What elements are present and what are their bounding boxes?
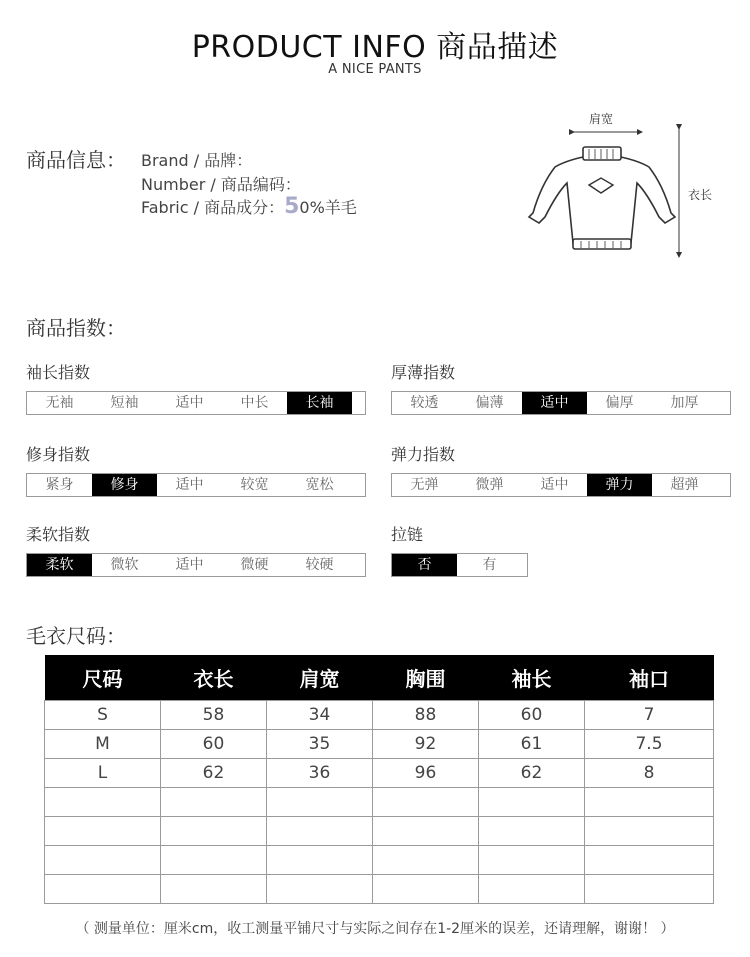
size-cell (585, 788, 714, 817)
index-option-selected: 柔软 (27, 554, 92, 576)
size-cell: 7 (585, 701, 714, 730)
table-row (45, 759, 714, 788)
size-cell (585, 817, 714, 846)
size-table-header (45, 655, 714, 701)
index-option: 适中 (540, 477, 569, 493)
size-cell (479, 788, 585, 817)
index-option: 微硬 (240, 557, 269, 573)
sleeve-length-scale (26, 391, 366, 415)
size-cell (45, 788, 161, 817)
size-cell (267, 788, 373, 817)
size-cell (161, 846, 267, 875)
size-cell: 62 (479, 759, 585, 788)
size-table-body (45, 701, 714, 904)
size-cell (267, 817, 373, 846)
size-cell: 62 (161, 759, 267, 788)
size-cell: 7.5 (585, 730, 714, 759)
index-option: 偏薄 (475, 395, 504, 411)
sleeve-length-index-title: 袖长指数 (26, 363, 91, 382)
size-cell: L (45, 759, 161, 788)
size-cell: 34 (267, 701, 373, 730)
index-option: 较硬 (305, 557, 334, 573)
elasticity-scale (391, 473, 731, 497)
size-cell (161, 788, 267, 817)
table-row (45, 788, 714, 817)
size-cell: 60 (479, 701, 585, 730)
index-option-selected: 长袖 (287, 392, 352, 414)
index-option: 中长 (240, 395, 269, 411)
page-subtitle: A NICE PANTS (328, 62, 422, 77)
size-cell (373, 788, 479, 817)
size-cell (45, 817, 161, 846)
index-option-selected: 修身 (92, 474, 157, 496)
size-cell (585, 875, 714, 904)
index-option: 宽松 (305, 477, 334, 493)
size-column-header: 尺码 (45, 655, 161, 701)
size-column-header: 胸围 (373, 655, 479, 701)
number-line: Number / 商品编码： (141, 175, 301, 194)
index-option: 有 (482, 557, 497, 573)
size-cell: 92 (373, 730, 479, 759)
index-option: 短袖 (110, 395, 139, 411)
size-cell: M (45, 730, 161, 759)
indices-heading: 商品指数： (26, 316, 126, 340)
sweater-diagram (515, 105, 745, 265)
product-info-label: 商品信息： (26, 148, 126, 172)
size-table (44, 655, 714, 904)
size-cell (161, 875, 267, 904)
zipper-title: 拉链 (391, 525, 424, 544)
index-option: 无袖 (45, 395, 74, 411)
size-cell: 88 (373, 701, 479, 730)
index-option: 偏厚 (605, 395, 634, 411)
index-option: 适中 (175, 395, 204, 411)
table-row (45, 846, 714, 875)
size-cell (373, 875, 479, 904)
shoulder-width-label: 肩宽 (589, 112, 614, 126)
index-option-selected: 适中 (522, 392, 587, 414)
index-option: 超弹 (670, 477, 699, 493)
zipper-scale (391, 553, 528, 577)
size-cell (373, 817, 479, 846)
length-label: 衣长 (688, 188, 713, 202)
fabric-big-digit: 5 (284, 194, 300, 219)
index-option: 适中 (175, 557, 204, 573)
index-option: 较透 (410, 395, 439, 411)
size-cell: 96 (373, 759, 479, 788)
measurement-footnote: （ 测量单位：厘米cm，收工测量平铺尺寸与实际之间存在1-2厘米的误差，还请理解，谢谢！ ） (75, 921, 675, 937)
sweater-icon (529, 147, 675, 249)
index-option: 微软 (110, 557, 139, 573)
softness-index-title: 柔软指数 (26, 525, 91, 544)
size-cell: 58 (161, 701, 267, 730)
size-cell (45, 846, 161, 875)
fit-index-title: 修身指数 (26, 445, 91, 464)
size-cell (267, 846, 373, 875)
size-cell: 36 (267, 759, 373, 788)
size-cell (479, 846, 585, 875)
index-option: 加厚 (670, 395, 699, 411)
brand-line: Brand / 品牌： (141, 151, 253, 170)
table-row (45, 875, 714, 904)
size-cell: 35 (267, 730, 373, 759)
table-row (45, 701, 714, 730)
size-cell (373, 846, 479, 875)
size-column-header: 袖口 (585, 655, 714, 701)
fabric-line (141, 194, 357, 219)
size-cell: 8 (585, 759, 714, 788)
size-cell: 61 (479, 730, 585, 759)
size-column-header: 肩宽 (267, 655, 373, 701)
index-option: 紧身 (45, 477, 74, 493)
size-column-header: 衣长 (161, 655, 267, 701)
size-cell (479, 875, 585, 904)
index-option-selected: 否 (392, 554, 457, 576)
index-option: 无弹 (410, 477, 439, 493)
index-option: 较宽 (240, 477, 269, 493)
thickness-scale (391, 391, 731, 415)
fabric-prefix: Fabric / 商品成分： (141, 198, 285, 217)
index-option-selected: 弹力 (587, 474, 652, 496)
size-column-header: 袖长 (479, 655, 585, 701)
elasticity-index-title: 弹力指数 (391, 445, 456, 464)
table-row (45, 817, 714, 846)
size-heading: 毛衣尺码： (26, 624, 126, 648)
size-cell: 60 (161, 730, 267, 759)
softness-scale (26, 553, 366, 577)
size-cell: S (45, 701, 161, 730)
page-title: PRODUCT INFO 商品描述 (191, 30, 559, 65)
size-cell (479, 817, 585, 846)
size-cell (267, 875, 373, 904)
index-option: 适中 (175, 477, 204, 493)
size-cell (161, 817, 267, 846)
fabric-rest: 0%羊毛 (299, 198, 357, 217)
size-cell (45, 875, 161, 904)
table-row (45, 730, 714, 759)
size-cell (585, 846, 714, 875)
index-option: 微弹 (475, 477, 504, 493)
fit-scale (26, 473, 366, 497)
thickness-index-title: 厚薄指数 (391, 363, 456, 382)
